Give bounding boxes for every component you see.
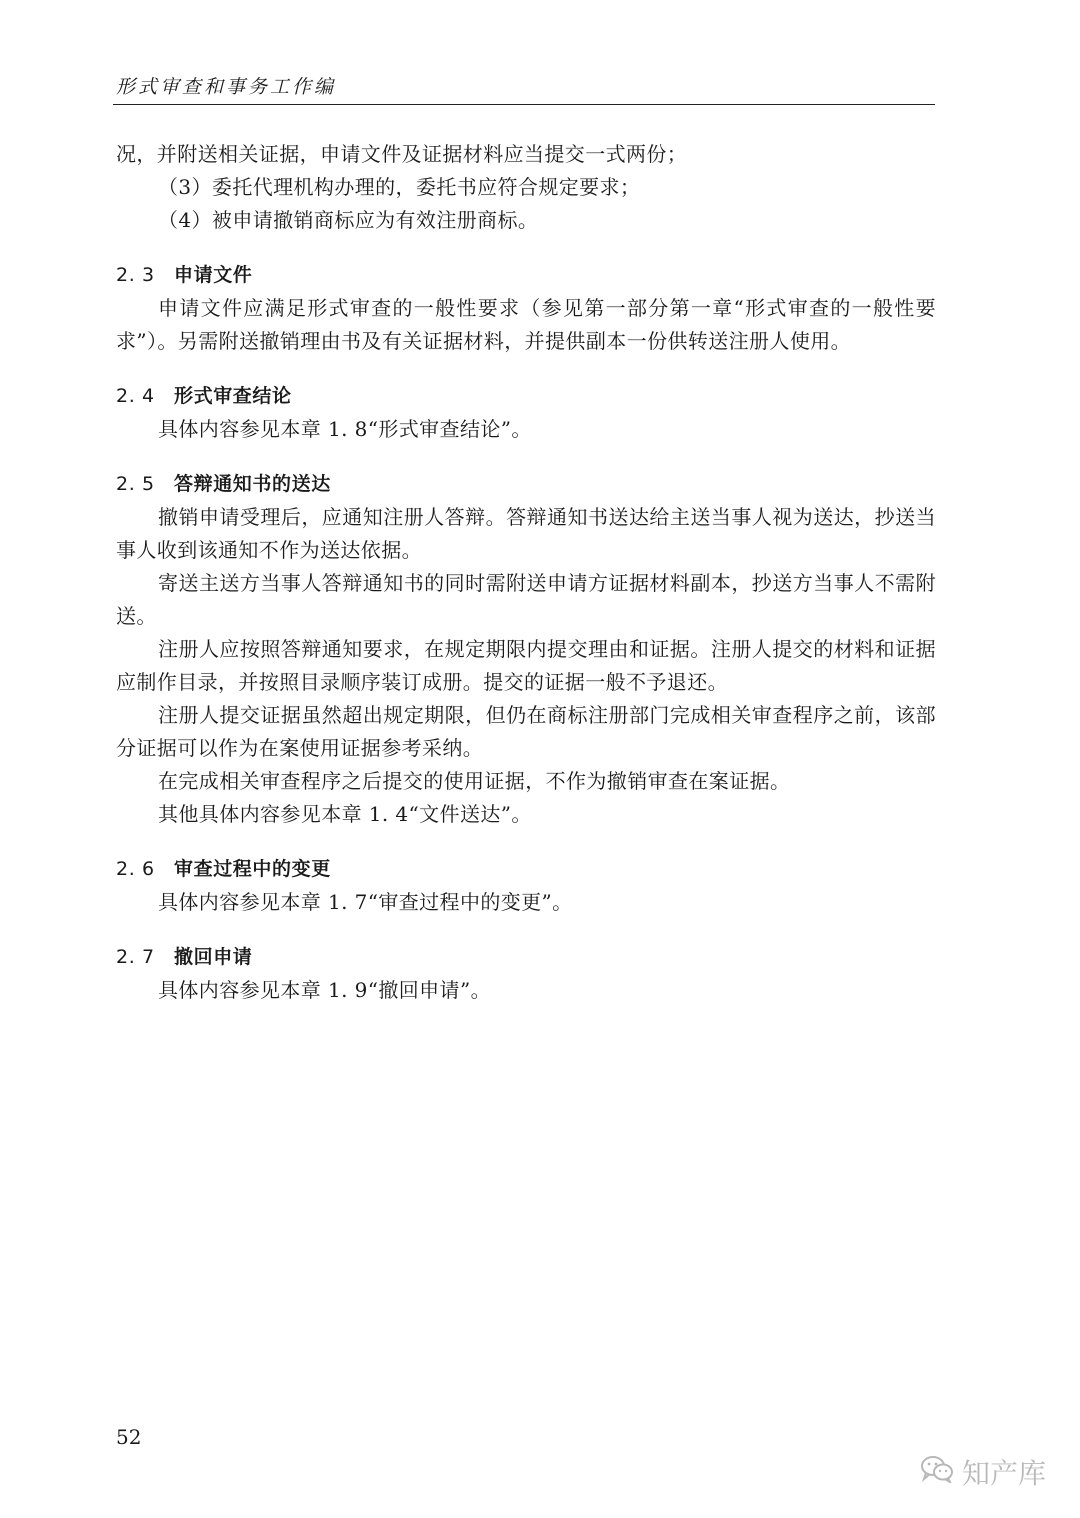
section-heading (116, 380, 936, 413)
section-heading (116, 468, 936, 501)
section-paragraph: 其他具体内容参见本章 1. 4“文件送达”。 (158, 802, 532, 826)
section-paragraph: 寄送主送方当事人答辩通知书的同时需附送申请方证据材料副本，抄送方当事人不需附送。 (116, 571, 936, 628)
section-heading (116, 853, 936, 886)
intro-line: （3）委托代理机构办理的，委托书应符合规定要求； (158, 175, 641, 199)
section-number: 2. 6 (116, 858, 155, 880)
wechat-icon (920, 1455, 962, 1490)
header-divider (113, 104, 935, 105)
section-paragraph: 在完成相关审查程序之后提交的使用证据，不作为撤销审查在案证据。 (158, 769, 791, 793)
section-paragraph: 注册人提交证据虽然超出规定期限，但仍在商标注册部门完成相关审查程序之前，该部分证据可以作为在案使用证据参考采纳。 (116, 703, 936, 760)
intro-line: 况，并附送相关证据，申请文件及证据材料应当提交一式两份； (116, 142, 688, 166)
section-paragraph: 具体内容参见本章 1. 8“形式审查结论”。 (158, 417, 532, 441)
section-paragraph: 注册人应按照答辩通知要求，在规定期限内提交理由和证据。注册人提交的材料和证据应制作目录，并按照目录顺序装订成册。提交的证据一般不予退还。 (116, 637, 936, 694)
section-paragraph: 撤销申请受理后，应通知注册人答辩。答辩通知书送达给主送当事人视为送达，抄送当事人收到该通知不作为送达依据。 (116, 505, 936, 562)
section-heading (116, 259, 936, 292)
section-number: 2. 3 (116, 264, 155, 286)
section-number: 2. 4 (116, 385, 155, 407)
section-title: 答辩通知书的送达 (174, 473, 331, 495)
section-number: 2. 7 (116, 946, 155, 968)
section-paragraph: 具体内容参见本章 1. 7“审查过程中的变更”。 (158, 890, 573, 914)
section-title: 形式审查结论 (174, 385, 292, 407)
watermark-text: 知产库 (961, 1457, 1046, 1490)
running-header: 形式审查和事务工作编 (116, 76, 337, 98)
page-number: 52 (116, 1425, 142, 1449)
section-paragraph: 具体内容参见本章 1. 9“撤回申请”。 (158, 978, 491, 1002)
body-text (116, 138, 936, 1007)
intro-line: （4）被申请撤销商标应为有效注册商标。 (158, 208, 539, 232)
section-title: 申请文件 (174, 264, 253, 286)
section-heading (116, 941, 936, 974)
section-paragraph: 申请文件应满足形式审查的一般性要求（参见第一部分第一章“形式审查的一般性要求”）。另需附送撤销理由书及有关证据材料，并提供副本一份供转送注册人使用。 (116, 296, 936, 353)
section-title: 审查过程中的变更 (174, 858, 331, 880)
watermark (920, 1452, 1046, 1492)
section-title: 撤回申请 (174, 946, 253, 968)
section-number: 2. 5 (116, 473, 155, 495)
